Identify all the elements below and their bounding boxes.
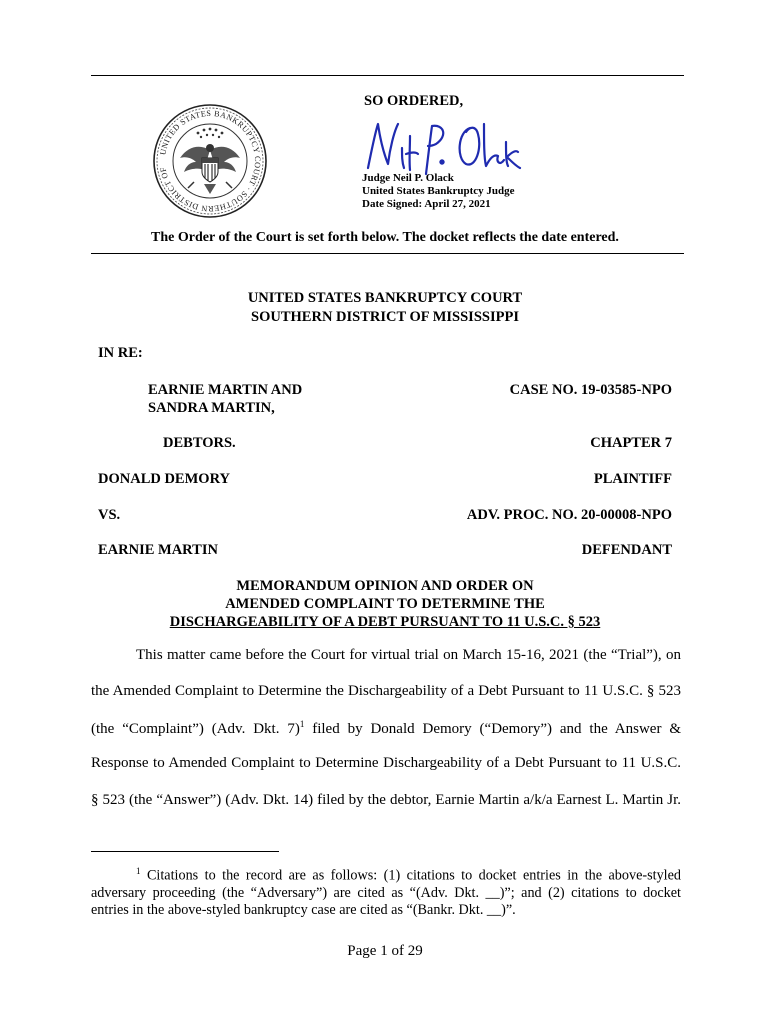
date-signed: Date Signed: April 27, 2021: [362, 198, 491, 210]
versus-label: VS.: [98, 507, 121, 523]
footnote-separator: [91, 851, 279, 852]
debtor-names-line1: EARNIE MARTIN AND: [148, 382, 303, 398]
body-line-5-text: § 523 (the “Answer”) (Adv. Dkt. 14) filed by the debtor, Earnie Martin a/k/a Earnest L. Martin Jr.: [91, 792, 681, 808]
debtor-names-line2: SANDRA MARTIN,: [148, 400, 275, 416]
body-line-3-part-b: filed by Donald Demory (“Demory”) and the Answer &: [304, 721, 681, 737]
title-line2: AMENDED COMPLAINT TO DETERMINE THE: [225, 596, 545, 612]
defendant-name: EARNIE MARTIN: [98, 542, 218, 558]
judge-signature: [362, 118, 522, 180]
body-line-4-text: Response to Amended Complaint to Determine Dischargeability of a Debt Pursuant to 11 U.S.C.: [91, 755, 681, 771]
court-seal: [150, 102, 270, 220]
chapter-label: CHAPTER 7: [590, 435, 672, 451]
body-line-2-text: the Amended Complaint to Determine the Dischargeability of a Debt Pursuant to 11 U.S.C. § 523: [91, 683, 681, 699]
footnote-reference[interactable]: 1: [299, 719, 305, 729]
body-line-3-text: [91, 719, 681, 738]
header-bottom-rule: [91, 253, 684, 254]
title-line3-text: DISCHARGEABILITY OF A DEBT PURSUANT TO 11 U.S.C. § 523: [169, 614, 601, 630]
body-line-1-text: This matter came before the Court for virtual trial on March 15-16, 2021 (the “Trial”), on: [136, 647, 681, 663]
defendant-label: DEFENDANT: [581, 542, 672, 558]
plaintiff-label: PLAINTIFF: [593, 471, 672, 487]
order-notice: The Order of the Court is set forth below. The docket reflects the date entered.: [151, 230, 619, 245]
body-line-5: [91, 792, 681, 809]
court-name-line2: SOUTHERN DISTRICT OF MISSISSIPPI: [251, 309, 519, 325]
plaintiff-name: DONALD DEMORY: [98, 471, 231, 487]
judge-title: United States Bankruptcy Judge: [362, 185, 515, 197]
court-name-line1: UNITED STATES BANKRUPTCY COURT: [247, 290, 523, 306]
body-line-1: [136, 647, 681, 664]
body-line-3-part-a: (the “Complaint”) (Adv. Dkt. 7): [91, 721, 300, 737]
footnote-text: Citations to the record are as follows: (1) citations to docket entries in the above-styled adversary proceeding (the “Adversary”) are cited as “(Adv. Dkt. __)”; and (2) citations to docket entries in the above-styled bankruptcy case are cited as “(Bankr. Dkt. __)”.: [91, 867, 681, 918]
judge-name: Judge Neil P. Olack: [362, 172, 454, 184]
title-line3: [0, 614, 770, 631]
svg-text:UNITED STATES BANKRUPTCY COURT: UNITED STATES BANKRUPTCY COURT · SOUTHERN DISTRICT OF: [158, 108, 263, 214]
body-line-3: [91, 719, 681, 738]
page-number: Page 1 of 29: [347, 943, 423, 959]
top-rule: [91, 75, 684, 76]
body-line-2: [91, 683, 681, 700]
so-ordered: SO ORDERED,: [364, 93, 464, 109]
footnote-marker: 1: [136, 866, 141, 876]
case-number: CASE NO. 19-03585-NPO: [509, 382, 672, 398]
title-line1: MEMORANDUM OPINION AND ORDER ON: [236, 578, 534, 594]
debtors-label: DEBTORS.: [163, 435, 236, 451]
in-re-label: IN RE:: [98, 345, 143, 361]
footnote-1: [91, 863, 681, 919]
adversary-proceeding-number: ADV. PROC. NO. 20-00008-NPO: [466, 507, 672, 523]
body-line-4: [91, 755, 681, 772]
